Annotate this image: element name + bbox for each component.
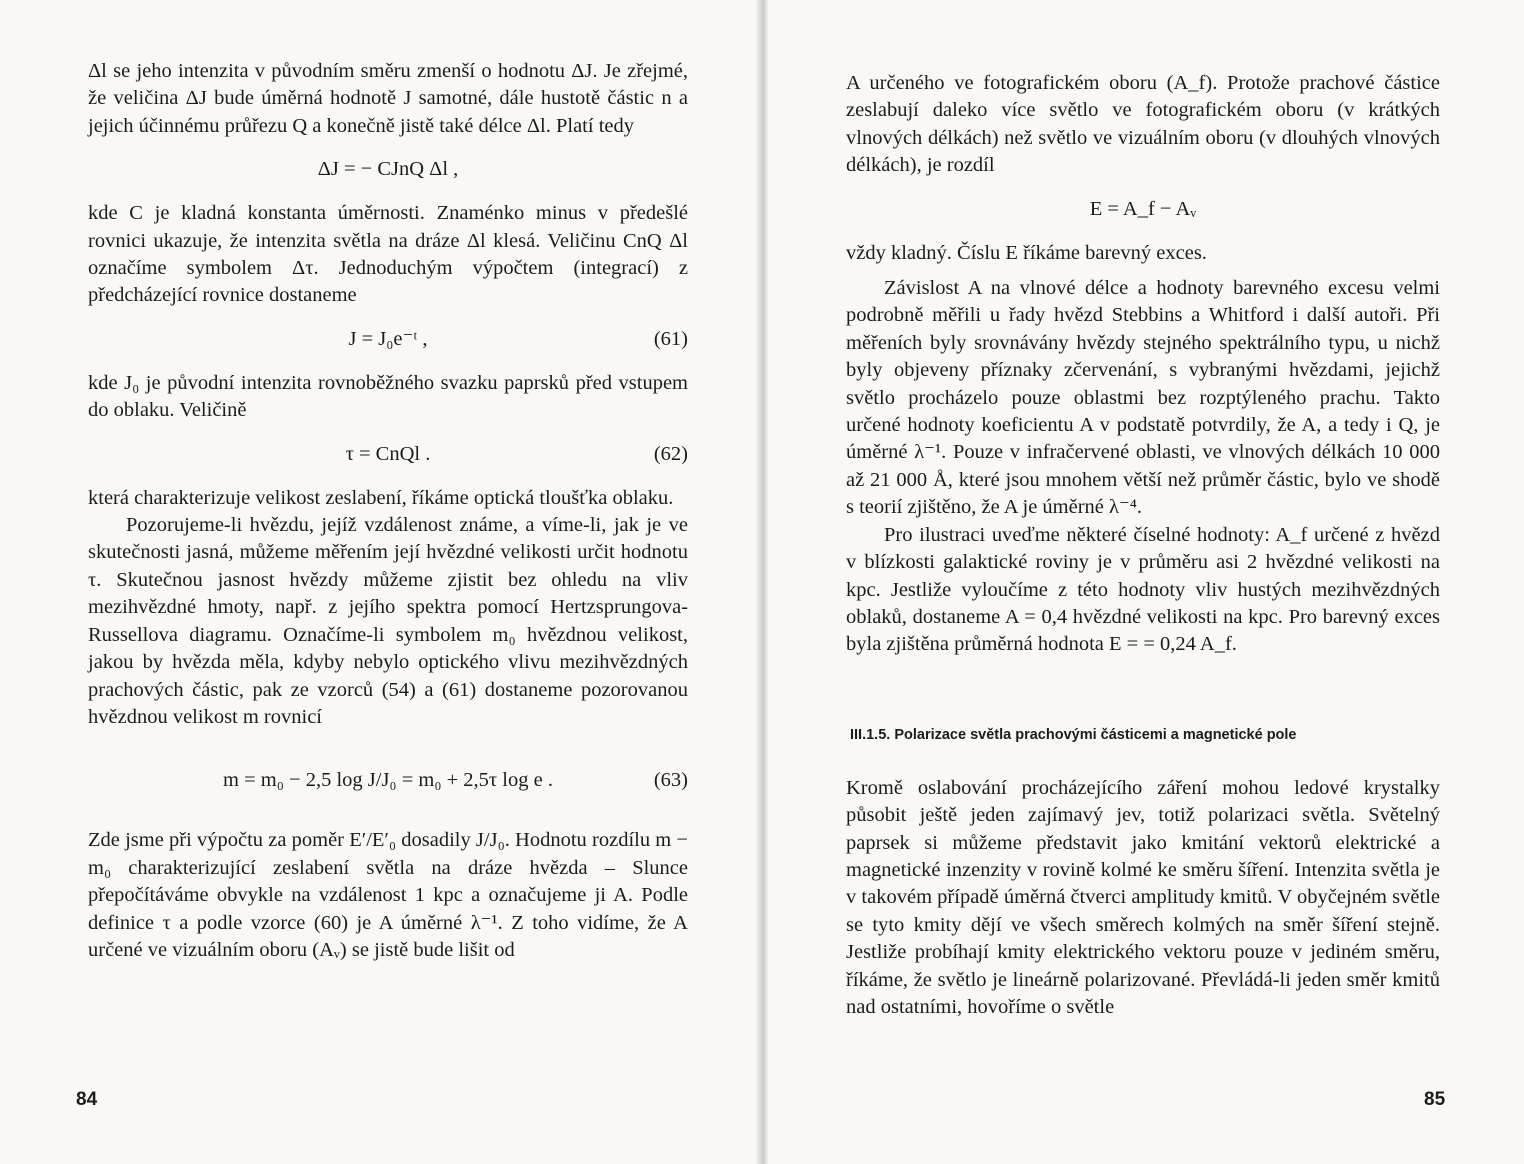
equation-63: [88, 751, 688, 809]
equation-text: E = A_f − Aᵥ: [1089, 197, 1197, 220]
equation-text: J = J₀e⁻ᵗ ,: [348, 327, 428, 350]
equation-delta-j: [88, 154, 688, 184]
page-number-left: 84: [76, 1089, 98, 1110]
equation-number: (61): [653, 327, 688, 350]
right-paragraph-4: Pro ilustraci uveďme některé číselné hodnoty: A_f určené z hvězd v blízkosti galaktické roviny je v průměru asi 2 hvězdné velikosti na kpc. Jestliže vyloučíme z této hodnoty vliv hustých mezihvězdných oblaků, dostaneme A = 0,4 hvězdné velikosti na kpc. Pro barevný exces byla zjištěna průměrná hodnota E = = 0,24 A_f.: [846, 523, 1440, 656]
left-paragraph-4: která charakterizuje velikost zeslabení, říkáme optická tloušťka oblaku.: [88, 486, 674, 509]
equation-color-excess: [846, 194, 1440, 224]
right-paragraph-2: vždy kladný. Číslu E říkáme barevný exces.: [846, 241, 1207, 264]
right-paragraph-1: A určeného ve fotografickém oboru (A_f). Protože prachové částice zeslabují daleko více světlo ve fotografickém oboru (v krátkých vlnových délkách) než světlo ve vizuálním oboru (v dlouhých vlnových délkách), je rozdíl: [846, 72, 1440, 177]
right-page-text: [846, 70, 1440, 1021]
left-paragraph-5: Pozorujeme-li hvězdu, jejíž vzdálenost známe, a víme-li, jak je ve skutečnosti jasná, můžeme měřením její hvězdné velikosti určit hodnotu τ. Skutečnou jasnost hvězdy můžeme zjistit bez ohledu na vliv mezihvězdné hmoty, např. z jejího spektra pomocí Hertzsprungova-Russellova diagramu. Označíme-li symbolem m₀ hvězdnou velikost, jakou by hvězda měla, kdyby nebylo optického vlivu mezihvězdných prachových částic, pak ze vzorců (54) a (61) dostaneme pozorovanou hvězdnou velikost m rovnicí: [88, 514, 688, 728]
equation-text: ΔJ = − CJnQ Δl ,: [317, 158, 459, 181]
equation-number: (62): [653, 442, 688, 465]
page-number-right: 85: [1424, 1089, 1446, 1110]
left-paragraph-3: kde J₀ je původní intenzita rovnoběžného svazku paprsků před vstupem do oblaku. Veličině: [88, 371, 688, 422]
equation-text: m = m₀ − 2,5 log J/J₀ = m₀ + 2,5τ log e .: [223, 769, 553, 792]
equation-number: (63): [653, 769, 688, 792]
left-paragraph-1: Δl se jeho intenzita v původním směru zmenší o hodnotu ΔJ. Je zřejmé, že veličina ΔJ bude úměrná hodnotě J samotné, dále hustotě částic n a jejich účinnému průřezu Q a konečně jistě také délce Δl. Platí tedy: [88, 60, 688, 137]
section-heading: III.1.5. Polarizace světla prachovými částicemi a magnetické pole: [850, 726, 1297, 743]
equation-62: [88, 439, 688, 469]
right-paragraph-5: Kromě oslabování procházejícího záření mohou ledové krystalky působit ještě jeden zajímavý jev, totiž polarizaci světla. Světelný paprsek si můžeme představit jako kmitání vektorů elektrické a magnetické inzenzity v rovině kolmé ke směru šíření. Intenzita světla je v takovém případě úměrná čtverci amplitudy kmitů. V obyčejném světle se tyto kmity dějí ve všech směrech kolmých na směr šíření stejně. Jestliže probíhají kmity elektrického vektoru pouze v jediném směru, říkáme, že světlo je lineárně polarizované. Převládá-li jeden směr kmitů nad ostatními, hovoříme o světle: [846, 776, 1440, 1018]
right-paragraph-3: Závislost A na vlnové délce a hodnoty barevného excesu velmi podrobně měřili u řady hvězd Stebbins a Whitford i další autoři. Při měřeních byly srovnávány hvězdy stejného spektrálního typu, u nichž byly objeveny příznaky zčervenání, s vybranými hvězdami, jejichž světlo procházelo pouze oblastmi bez rozptýleného prachu. Takto určené hodnoty koeficientu A v podstatě potvrdily, že A, a tedy i Q, je úměrné λ⁻¹. Pouze v infračervené oblasti, ve vlnových délkách 10 000 až 21 000 Å, které jsou mnohem větší než průměr částic, bylo ve shodě s teorií zjištěno, že A je úměrné λ⁻⁴.: [846, 277, 1440, 519]
left-paragraph-2: kde C je kladná konstanta úměrnosti. Znaménko minus v předešlé rovnici ukazuje, že intenzita světla na dráze Δl klesá. Veličinu CnQ Δl označíme symbolem Δτ. Jednoduchým výpočtem (integrací) z předcházející rovnice dostaneme: [88, 202, 688, 307]
left-paragraph-6: Zde jsme při výpočtu za poměr E′/E′₀ dosadily J/J₀. Hodnotu rozdílu m − m₀ charakterizující zeslabení světla na dráze hvězda – Slunce přepočítáváme obvykle na vzdálenost 1 kpc a označujeme ji A. Podle definice τ a podle vzorce (60) je A úměrné λ⁻¹. Z toho vidíme, že A určené ve vizuálním oboru (Aᵥ) se jistě bude lišit od: [88, 829, 688, 961]
equation-61: [88, 324, 688, 354]
book-gutter: [756, 0, 768, 1164]
spacer: [846, 267, 1440, 275]
left-page-text: [88, 58, 688, 964]
equation-text: τ = CnQl .: [345, 442, 431, 465]
